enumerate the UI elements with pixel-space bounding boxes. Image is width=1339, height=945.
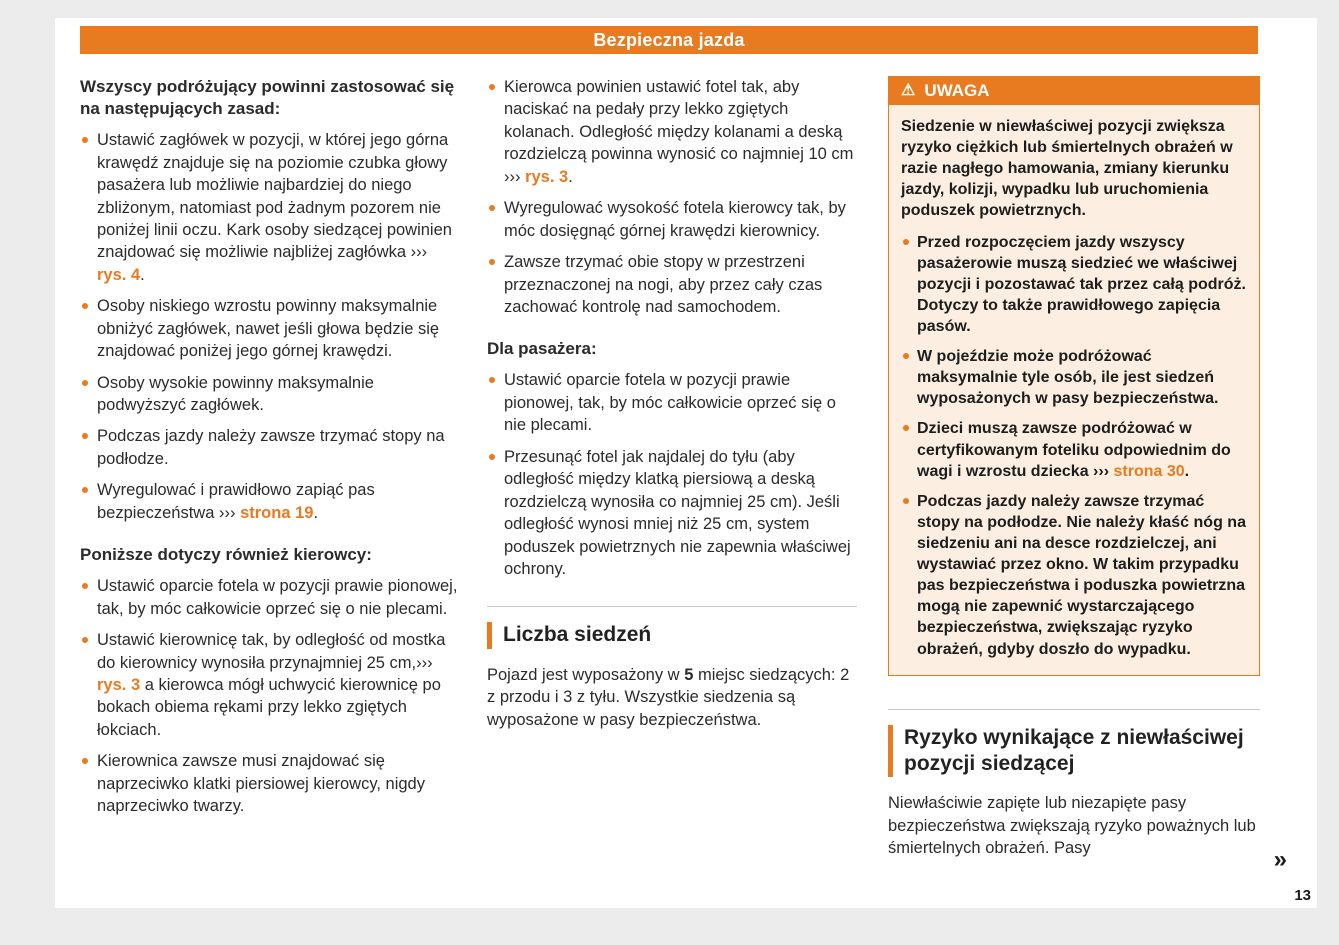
warning-bullet-list xyxy=(901,232,1247,660)
bullet-item: Kierownica zawsze musi znajdować się naprzeciwko klatki piersiowej kierowcy, nigdy naprzeciwko twarzy. xyxy=(80,750,458,817)
driver-rules-heading: Poniższe dotyczy również kierowcy: xyxy=(80,545,372,565)
bullet-item: Przesunąć fotel jak najdalej do tyłu (aby odległość między klatką piersiową a deską rozdzielczą wynosiła co najmniej 25 cm). Jeśli odległość wynosi mniej niż 25 cm, system poduszek powietrznych nie zapewnia właściwej ochrony. xyxy=(487,446,857,581)
seat-count-paragraph: Pojazd jest wyposażony w 5 miejsc siedzących: 2 z przodu i 3 z tyłu. Wszystkie siedzenia są wyposażone w pasy bezpieczeństwa. xyxy=(487,665,850,729)
page-header-banner xyxy=(80,26,1258,54)
continuation-marker: » xyxy=(1273,846,1287,873)
column-left xyxy=(80,76,458,827)
rules-heading: Wszyscy podróżujący powinni zastosować się na następujących zasad: xyxy=(80,77,455,119)
bullet-item: Osoby niskiego wzrostu powinny maksymalnie obniżyć zagłówek, nawet jeśli głowa będzie się znajdować poniżej jego górnej krawędzi. xyxy=(80,295,458,362)
bullet-item: Ustawić oparcie fotela w pozycji prawie pionowej, tak, by móc całkowicie oprzeć się o nie plecami. xyxy=(80,575,458,620)
warning-title: UWAGA xyxy=(924,81,990,101)
column-right xyxy=(888,76,1260,859)
bullet-item: Dzieci muszą zawsze podróżować w certyfikowanym foteliku odpowiednim do wagi i wzrostu dziecka ››› strona 30. xyxy=(901,418,1247,481)
warning-triangle-icon: ⚠ xyxy=(901,82,916,99)
bullet-item: Ustawić oparcie fotela w pozycji prawie pionowej, tak, by móc całkowicie oprzeć się o nie plecami. xyxy=(487,369,857,436)
risk-paragraph: Niewłaściwie zapięte lub niezapięte pasy bezpieczeństwa zwiększają ryzyko poważnych lub śmiertelnych obrażeń. Pasy xyxy=(888,794,1256,857)
bullet-item: Podczas jazdy należy zawsze trzymać stopy na podłodze. xyxy=(80,425,458,470)
bullet-item: W pojeździe może podróżować maksymalnie tyle osób, ile jest siedzeń wyposażonych w pasy bezpieczeństwa. xyxy=(901,346,1247,409)
warning-box xyxy=(888,76,1260,676)
cross-reference-link[interactable]: strona 30 xyxy=(1113,462,1185,480)
cross-reference-link[interactable]: rys. 3 xyxy=(525,167,569,186)
bullet-item: Kierowca powinien ustawić fotel tak, aby naciskać na pedały przy lekko zgiętych kolanach. Odległość między kolanami a deską rozdzielczą powinna wynosić co najmniej 10 cm ››› rys. 3. xyxy=(487,76,857,188)
bullet-item: Podczas jazdy należy zawsze trzymać stopy na podłodze. Nie należy kłaść nóg na siedzeniu ani na desce rozdzielczej, ani wystawiać przez okno. W takim przypadku pas bezpieczeństwa i poduszka powietrzna mogą nie zapewnić wystarczającego bezpieczeństwa, zwiększając ryzyko obrażeń, gdyby doszło do wypadku. xyxy=(901,491,1247,660)
section-ryzyko xyxy=(888,709,1260,860)
bullet-item: Przed rozpoczęciem jazdy wszyscy pasażerowie muszą siedzieć we właściwej pozycji i pozostawać tak przez całą podróż. Dotyczy to także prawidłowego zapięcia pasów. xyxy=(901,232,1247,338)
bullet-list-driver xyxy=(80,575,458,817)
bullet-list-passenger xyxy=(487,369,857,580)
passenger-heading: Dla pasażera: xyxy=(487,339,597,359)
manual-page xyxy=(55,18,1317,908)
bold-text: 5 xyxy=(684,665,694,684)
cross-reference-link[interactable]: strona 19 xyxy=(240,503,314,522)
bullet-list-all-passengers xyxy=(80,129,458,524)
bullet-item: Osoby wysokie powinny maksymalnie podwyższyć zagłówek. xyxy=(80,372,458,417)
bullet-item: Wyregulować wysokość fotela kierowcy tak, by móc dosięgnąć górnej krawędzi kierownicy. xyxy=(487,197,857,242)
warning-body xyxy=(889,105,1259,675)
warning-header xyxy=(889,77,1259,105)
section-title-seat-count: Liczba siedzeń xyxy=(487,622,857,648)
page-header-title: Bezpieczna jazda xyxy=(593,29,745,50)
bullet-item: Zawsze trzymać obie stopy w przestrzeni przeznaczonej na nogi, aby przez cały czas zachować kontrolę nad samochodem. xyxy=(487,251,857,318)
cross-reference-link[interactable]: rys. 4 xyxy=(97,265,141,284)
warning-intro: Siedzenie w niewłaściwej pozycji zwiększa ryzyko ciężkich lub śmiertelnych obrażeń w razie nagłego hamowania, zmiany kierunku jazdy, kolizji, wypadku lub uruchomienia poduszek powietrznych. xyxy=(901,118,1233,220)
bullet-item: Ustawić zagłówek w pozycji, w której jego górna krawędź znajduje się na poziomie czubka głowy pasażera lub możliwie najbardziej do niego zbliżonym, natomiast pod żadnym pozorem nie poniżej linii oczu. Kark osoby siedzącej powinien znajdować się możliwie najbliżej zagłówka ››› rys. 4. xyxy=(80,129,458,286)
bullet-item: Wyregulować i prawidłowo zapiąć pas bezpieczeństwa ››› strona 19. xyxy=(80,479,458,524)
cross-reference-link[interactable]: rys. 3 xyxy=(97,676,141,695)
bullet-list-driver-continued xyxy=(487,76,857,318)
section-liczba-siedzen xyxy=(487,606,857,731)
column-middle xyxy=(487,76,857,731)
bullet-item: Ustawić kierownicę tak, by odległość od mostka do kierownicy wynosiła przynajmniej 25 cm,››› rys. 3 a kierowca mógł uchwycić kierownicę po bokach obiema rękami przy lekko zgiętych łokciach. xyxy=(80,629,458,741)
page-number: 13 xyxy=(1294,887,1311,904)
section-title-risk: Ryzyko wynikające z niewłaściwej pozycji siedzącej xyxy=(888,725,1260,778)
